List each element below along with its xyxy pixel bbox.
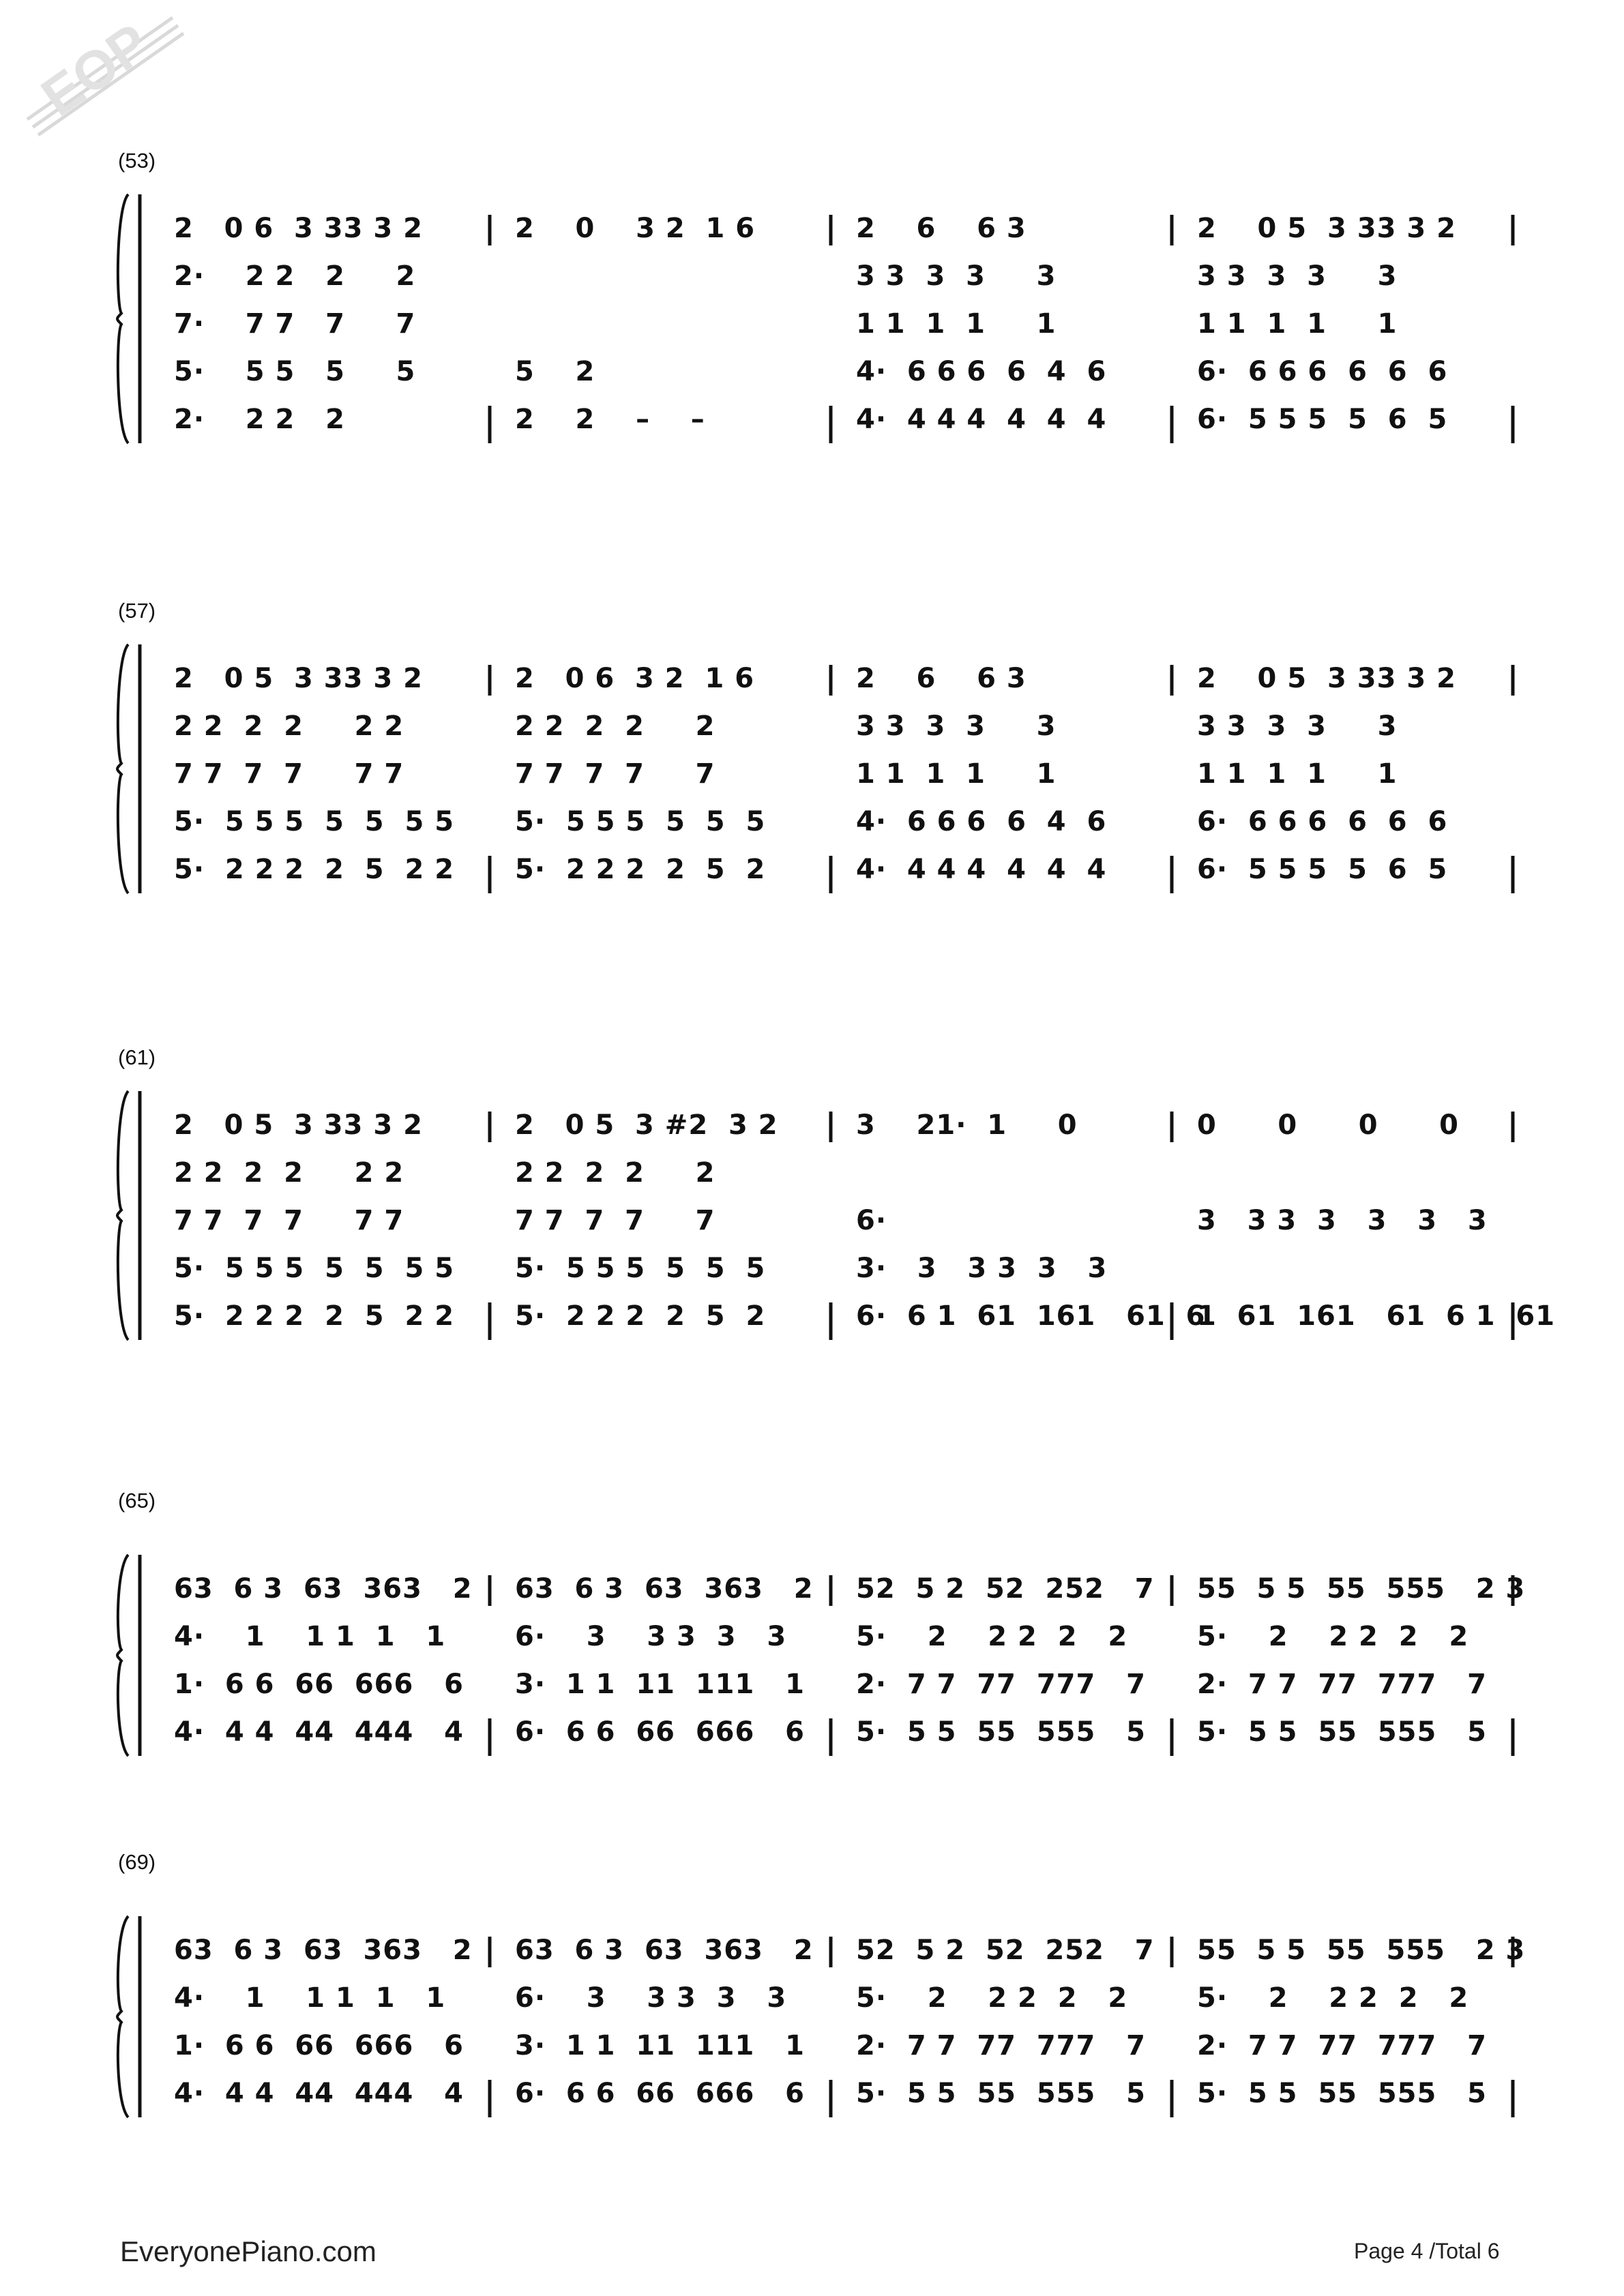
measure-notes: 1 1 1 1 1 — [1197, 758, 1398, 790]
measure-notes: 5· 2 2 2 2 5 2 — [515, 854, 766, 885]
notation-row — [174, 1712, 1511, 1753]
measure-notes: 4· 4 4 44 444 4 — [174, 1716, 464, 1748]
measure-notes: 5· 5 5 55 555 5 — [1197, 2078, 1487, 2109]
notation-row — [174, 706, 1511, 747]
brace — [117, 194, 128, 443]
measure-notes: 3· 1 1 11 111 1 — [515, 2030, 805, 2061]
measure-notes: 2 0 5 3 33 3 2 — [1197, 213, 1456, 244]
measure-notes: 2 0 5 3 33 3 2 — [174, 1109, 423, 1141]
measure-notes: 6· 3 3 3 3 3 — [515, 1621, 787, 1652]
brace — [117, 1916, 128, 2117]
measure-notes: 6· 6 6 6 6 6 6 — [1197, 806, 1448, 837]
measure-notes: 2 0 6 3 33 3 2 — [174, 213, 423, 244]
measure-notes: 5· 5 5 5 5 5 5 5 — [174, 1253, 455, 1284]
notation-row — [174, 754, 1511, 794]
measure-notes: 5· 5 5 5 5 5 5 5 — [174, 806, 455, 837]
measure-notes: 6· 6 6 66 666 6 — [515, 2078, 805, 2109]
measure-notes: 3 3 3 3 3 — [856, 711, 1057, 742]
measure-notes: 4· 4 4 44 444 4 — [174, 2078, 464, 2109]
measure-notes: 3· 1 1 11 111 1 — [515, 1669, 805, 1700]
measure-notes: 2 2 – – — [515, 404, 705, 435]
measure-notes: 63 6 3 63 363 2 — [174, 1935, 473, 1966]
measure-notes: 2 0 6 3 2 1 6 — [515, 663, 755, 694]
measure-notes: 3 3 3 3 3 — [1197, 260, 1398, 292]
measure-notes: 5· 2 2 2 2 2 — [856, 1982, 1128, 2014]
measure-notes: 2· 7 7 77 777 7 — [856, 2030, 1146, 2061]
notation-row — [174, 1568, 1526, 1609]
notation-row — [174, 849, 1511, 890]
measure-notes: 6· 5 5 5 5 6 5 — [1197, 854, 1448, 885]
measure-notes: 2 0 5 3 33 3 2 — [174, 663, 423, 694]
measure-notes: 6· 3 3 3 3 3 — [515, 1982, 787, 2014]
measure-notes: 2 0 5 3 33 3 2 — [1197, 663, 1456, 694]
measure-notes: 2 2 2 2 2 2 — [174, 711, 404, 742]
measure-notes: 3 3 3 3 3 3 3 — [1197, 1205, 1488, 1236]
measure-notes: 63 6 3 63 363 2 — [174, 1573, 473, 1605]
measure-notes: 5· 2 2 2 2 5 2 2 — [174, 854, 455, 885]
notation-row — [174, 1296, 1556, 1337]
measure-notes: 5· 2 2 2 2 5 2 2 — [174, 1300, 455, 1332]
measure-number: (61) — [118, 1045, 156, 1069]
notation-row — [174, 2025, 1511, 2066]
page-number: Page 4 /Total 6 — [1354, 2239, 1500, 2263]
notation-row — [174, 208, 1511, 249]
measure-notes: 7 7 7 7 7 — [515, 758, 715, 790]
measure-number: (57) — [118, 599, 156, 623]
notation-row — [174, 801, 1511, 842]
measure-number: (69) — [118, 1850, 156, 1874]
measure-notes: 4· 1 1 1 1 1 — [174, 1982, 446, 2014]
score-system — [0, 143, 1624, 467]
measure-notes: 1· 6 6 66 666 6 — [174, 1669, 464, 1700]
measure-notes: 5· 5 5 5 5 5 5 — [515, 1253, 766, 1284]
measure-notes: 6· — [856, 1205, 887, 1236]
measure-notes: 0 0 0 0 — [1197, 1109, 1459, 1141]
measure-notes: 5· 2 2 2 2 2 — [1197, 1621, 1469, 1652]
measure-notes: 5· 2 2 2 2 2 — [1197, 1982, 1469, 2014]
measure-notes: 4· 4 4 4 4 4 4 — [856, 854, 1107, 885]
measure-notes: 5· 5 5 5 5 — [174, 356, 416, 387]
measure-notes: 55 5 5 55 555 2 3 — [1197, 1573, 1526, 1605]
measure-notes: 1 1 1 1 1 — [856, 758, 1057, 790]
measure-notes: 6· 6 6 66 666 6 — [515, 1716, 805, 1748]
measure-notes: 55 5 5 55 555 2 3 — [1197, 1935, 1526, 1966]
measure-notes: 3 3 3 3 3 — [856, 260, 1057, 292]
measure-notes: 2· 2 2 2 2 — [174, 260, 416, 292]
measure-notes: 6· 6 1 61 161 61 6 — [856, 1300, 1206, 1332]
measure-notes: 5· 5 5 55 555 5 — [856, 2078, 1146, 2109]
measure-notes: 1 1 1 1 1 — [856, 308, 1057, 340]
measure-notes: 2 6 6 3 — [856, 663, 1027, 694]
brace — [117, 1091, 128, 1340]
measure-notes: 7 7 7 7 7 7 — [174, 1205, 404, 1236]
notation-row — [174, 351, 1511, 392]
measure-notes: 2· 7 7 77 777 7 — [1197, 2030, 1487, 2061]
measure-notes: 4· 4 4 4 4 4 4 — [856, 404, 1107, 435]
measure-notes: 7· 7 7 7 7 — [174, 308, 416, 340]
measure-notes: 4· 1 1 1 1 1 — [174, 1621, 446, 1652]
measure-notes: 63 6 3 63 363 2 — [515, 1573, 814, 1605]
notation-row — [174, 303, 1511, 344]
measure-number: (65) — [118, 1489, 156, 1512]
measure-notes: 5· 2 2 2 2 5 2 — [515, 1300, 766, 1332]
measure-notes: 7 7 7 7 7 7 — [174, 758, 404, 790]
measure-notes: 3 21· 1 0 — [856, 1109, 1078, 1141]
measure-notes: 2 2 2 2 2 2 — [174, 1157, 404, 1189]
score-system — [0, 1845, 1624, 2141]
measure-notes: 2 2 2 2 2 — [515, 1157, 715, 1189]
brace — [117, 644, 128, 893]
measure-notes: 3· 3 3 3 3 3 — [856, 1253, 1108, 1284]
measure-notes: 2· 7 7 77 777 7 — [1197, 1669, 1487, 1700]
measure-notes: 1 61 161 61 6 1 61 — [1197, 1300, 1556, 1332]
notation-row — [174, 658, 1511, 699]
eop-watermark-logo — [0, 0, 205, 164]
measure-notes: 2· 2 2 2 — [174, 404, 345, 435]
measure-notes: 2 0 5 3 #2 3 2 — [515, 1109, 778, 1141]
notation-row — [174, 1152, 1511, 1193]
watermark-text: EOP — [30, 12, 160, 128]
measure-notes: 3 3 3 3 3 — [1197, 711, 1398, 742]
measure-notes: 1 1 1 1 1 — [1197, 308, 1398, 340]
notation-row — [174, 2073, 1511, 2114]
notation-row — [174, 1105, 1511, 1146]
score-system — [0, 1040, 1624, 1364]
measure-notes: 5· 5 5 5 5 5 5 — [515, 806, 766, 837]
notation-row — [174, 399, 1511, 440]
measure-notes: 2 2 2 2 2 — [515, 711, 715, 742]
score-system — [0, 1483, 1624, 1780]
measure-notes: 1· 6 6 66 666 6 — [174, 2030, 464, 2061]
score-system — [0, 593, 1624, 917]
measure-notes: 2 0 3 2 1 6 — [515, 213, 756, 244]
measure-notes: 5· 5 5 55 555 5 — [856, 1716, 1146, 1748]
notation-row — [174, 1248, 1511, 1289]
measure-notes: 4· 6 6 6 6 4 6 — [856, 356, 1107, 387]
brace — [117, 1555, 128, 1756]
measure-notes: 5· 2 2 2 2 2 — [856, 1621, 1128, 1652]
measure-notes: 6· 5 5 5 5 6 5 — [1197, 404, 1448, 435]
notation-row — [174, 1200, 1511, 1241]
notation-row — [174, 1616, 1511, 1657]
measure-notes: 4· 6 6 6 6 4 6 — [856, 806, 1107, 837]
measure-notes: 5· 5 5 55 555 5 — [1197, 1716, 1487, 1748]
notation-row — [174, 1664, 1511, 1705]
measure-notes: 52 5 2 52 252 7 — [856, 1573, 1155, 1605]
measure-notes: 6· 6 6 6 6 6 6 — [1197, 356, 1448, 387]
measure-notes: 63 6 3 63 363 2 — [515, 1935, 814, 1966]
measure-notes: 52 5 2 52 252 7 — [856, 1935, 1155, 1966]
measure-number: (53) — [118, 149, 156, 173]
measure-notes: 7 7 7 7 7 — [515, 1205, 715, 1236]
measure-notes: 2 6 6 3 — [856, 213, 1027, 244]
measure-notes: 5 2 — [515, 356, 595, 387]
notation-row — [174, 1930, 1526, 1971]
site-footer: EveryonePiano.com — [120, 2235, 377, 2267]
notation-row — [174, 1978, 1511, 2018]
notation-row — [174, 256, 1511, 297]
measure-notes: 2· 7 7 77 777 7 — [856, 1669, 1146, 1700]
